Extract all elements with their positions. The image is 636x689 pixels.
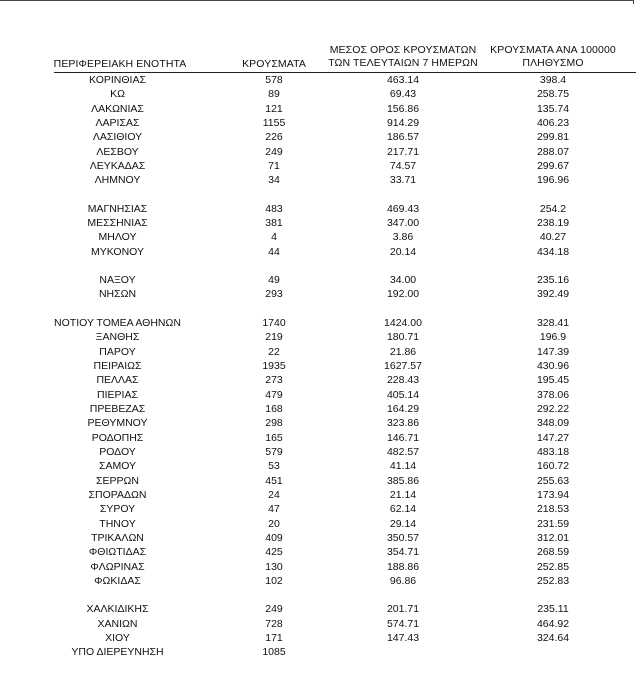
table-row <box>0 130 636 144</box>
region-name-cell: ΣΥΡΟΥ <box>99 503 136 516</box>
cases-per-100000-cell: 173.94 <box>536 488 570 501</box>
cases-cell: 4 <box>271 231 277 244</box>
table-row <box>0 173 636 187</box>
table-row <box>0 102 636 116</box>
cases-per-100000-cell: 430.96 <box>536 359 570 372</box>
region-name-cell: ΠΙΕΡΙΑΣ <box>97 388 138 401</box>
region-name-cell: ΣΕΡΡΩΝ <box>96 474 139 487</box>
cases-cell: 249 <box>265 603 283 616</box>
seven-day-average-cell: 188.86 <box>386 560 420 573</box>
table-row <box>0 116 636 130</box>
cases-cell: 1155 <box>262 117 286 130</box>
cases-cell: 71 <box>268 160 280 173</box>
seven-day-average-cell: 574.71 <box>386 617 420 630</box>
cases-cell: 219 <box>265 331 283 344</box>
table-row <box>0 216 636 230</box>
region-name-cell: ΣΑΜΟΥ <box>98 460 137 473</box>
seven-day-average-cell: 69.43 <box>389 88 417 101</box>
seven-day-average-cell: 74.57 <box>389 160 417 173</box>
cases-per-100000-cell: 378.06 <box>536 388 570 401</box>
cases-per-100000-cell: 483.18 <box>536 445 570 458</box>
cases-cell: 89 <box>268 88 280 101</box>
region-name-cell: ΜΗΛΟΥ <box>98 231 137 244</box>
table-row <box>0 373 636 387</box>
cases-cell: 483 <box>265 202 283 215</box>
region-name-cell: ΡΕΘΥΜΝΟΥ <box>87 417 148 430</box>
cases-per-100000-cell: 195.45 <box>536 374 570 387</box>
table-row <box>0 502 636 516</box>
cases-per-100000-cell: 40.27 <box>539 231 567 244</box>
seven-day-average-cell: 156.86 <box>386 102 420 115</box>
header-cases: ΚΡΟΥΣΜΑΤΑ <box>242 58 306 70</box>
region-name-cell: ΦΛΩΡΙΝΑΣ <box>90 560 145 573</box>
cases-per-100000-cell: 392.49 <box>536 288 570 301</box>
cases-per-100000-cell: 235.11 <box>537 603 569 616</box>
seven-day-average-cell: 354.71 <box>386 546 420 559</box>
region-name-cell: ΛΗΜΝΟΥ <box>94 174 141 187</box>
seven-day-average-cell: 29.14 <box>389 517 417 530</box>
region-name-cell: ΦΩΚΙΔΑΣ <box>94 575 141 587</box>
cases-cell: 293 <box>265 288 283 301</box>
cases-per-100000-cell: 231.59 <box>536 517 570 530</box>
region-name-cell: ΚΩ <box>110 88 125 101</box>
seven-day-average-cell: 180.71 <box>386 331 420 344</box>
table-row <box>0 245 636 259</box>
cases-per-100000-cell: 464.92 <box>536 617 570 630</box>
table-row <box>0 273 636 287</box>
seven-day-average-cell: 482.57 <box>386 445 420 458</box>
table-row <box>0 316 636 330</box>
table-row <box>0 488 636 502</box>
cases-cell: 451 <box>265 474 283 487</box>
cases-per-100000-cell: 312.01 <box>536 531 570 544</box>
cases-per-100000-cell: 299.81 <box>536 131 570 144</box>
cases-per-100000-cell: 252.85 <box>536 560 570 573</box>
table-row <box>0 560 636 574</box>
table-row <box>0 445 636 459</box>
table-row <box>0 431 636 445</box>
seven-day-average-cell: 186.57 <box>386 131 420 144</box>
cases-cell: 579 <box>265 445 283 458</box>
seven-day-average-cell: 146.71 <box>386 431 420 444</box>
seven-day-average-cell: 1424.00 <box>384 316 422 329</box>
header-per-line1: ΚΡΟΥΣΜΑΤΑ ΑΝΑ 100000 <box>490 44 616 56</box>
cases-per-100000-cell: 292.22 <box>536 402 570 415</box>
cases-cell: 44 <box>268 245 280 258</box>
table-row <box>0 230 636 244</box>
cases-cell: 578 <box>265 74 283 86</box>
cases-per-100000-cell: 328.41 <box>536 316 570 329</box>
cases-cell: 273 <box>265 374 283 387</box>
seven-day-average-cell: 21.14 <box>389 488 417 501</box>
cases-per-100000-cell: 235.16 <box>536 274 570 287</box>
region-name-cell: ΜΥΚΟΝΟΥ <box>90 245 144 258</box>
cases-per-100000-cell: 147.39 <box>536 345 570 358</box>
top-border <box>0 0 634 1</box>
cases-cell: 409 <box>265 531 283 544</box>
cases-cell: 121 <box>265 102 283 115</box>
table-row <box>0 474 636 488</box>
region-name-cell: ΠΑΡΟΥ <box>99 345 136 358</box>
seven-day-average-cell: 201.71 <box>386 603 420 616</box>
header-region: ΠΕΡΙΦΕΡΕΙΑΚΗ ΕΝΟΤΗΤΑ <box>53 58 187 70</box>
table-header <box>0 44 636 72</box>
seven-day-average-cell: 347.00 <box>386 217 420 230</box>
table-row <box>0 287 636 301</box>
region-name-cell: ΝΗΣΩΝ <box>98 288 137 301</box>
table-row <box>0 517 636 531</box>
cases-per-100000-cell: 196.96 <box>536 174 570 187</box>
cases-per-100000-cell: 255.63 <box>536 474 570 487</box>
table-row <box>0 159 636 173</box>
region-name-cell: ΠΕΙΡΑΙΩΣ <box>93 359 142 372</box>
region-name-cell: ΛΑΚΩΝΙΑΣ <box>91 102 144 115</box>
seven-day-average-cell: 96.86 <box>389 575 417 587</box>
cases-per-100000-cell: 348.09 <box>536 417 570 430</box>
region-name-cell: ΡΟΔΟΠΗΣ <box>91 431 144 444</box>
table-row <box>0 416 636 430</box>
region-name-cell: ΚΟΡΙΝΘΙΑΣ <box>89 74 146 86</box>
seven-day-average-cell: 21.86 <box>389 345 417 358</box>
seven-day-average-cell: 228.43 <box>386 374 420 387</box>
table-row <box>0 459 636 473</box>
cases-per-100000-cell: 268.59 <box>536 546 570 559</box>
table-row <box>0 145 636 159</box>
cases-cell: 47 <box>268 503 280 516</box>
cases-per-100000-cell: 147.27 <box>536 431 570 444</box>
table-row <box>0 617 636 631</box>
table-row <box>0 602 636 616</box>
table-row <box>0 345 636 359</box>
seven-day-average-cell: 41.14 <box>389 460 417 473</box>
seven-day-average-cell: 20.14 <box>389 245 417 258</box>
cases-cell: 102 <box>265 575 283 587</box>
region-name-cell: ΞΑΝΘΗΣ <box>95 331 140 344</box>
cases-cell: 728 <box>265 617 283 630</box>
cases-per-100000-cell: 398.4 <box>539 74 567 86</box>
table-row <box>0 645 636 659</box>
cases-cell: 22 <box>268 345 280 358</box>
table-body <box>0 73 636 660</box>
cases-cell: 1935 <box>262 359 286 372</box>
region-name-cell: ΛΑΣΙΘΙΟΥ <box>92 131 143 144</box>
region-name-cell: ΡΟΔΟΥ <box>99 445 136 458</box>
cases-per-100000-cell: 299.67 <box>536 160 570 173</box>
cases-cell: 298 <box>265 417 283 430</box>
cases-cell: 1740 <box>262 316 286 329</box>
region-name-cell: ΣΠΟΡΑΔΩΝ <box>88 488 147 501</box>
cases-cell: 53 <box>268 460 280 473</box>
seven-day-average-cell: 147.43 <box>386 632 420 645</box>
cases-per-100000-cell: 288.07 <box>536 145 570 158</box>
table-row <box>0 545 636 559</box>
cases-cell: 226 <box>265 131 283 144</box>
seven-day-average-cell: 350.57 <box>386 531 420 544</box>
region-name-cell: ΧΑΛΚΙΔΙΚΗΣ <box>86 603 149 616</box>
cases-cell: 381 <box>265 217 283 230</box>
seven-day-average-cell: 463.14 <box>386 74 420 86</box>
header-cases-per-100000 <box>478 44 628 70</box>
region-name-cell: ΠΡΕΒΕΖΑΣ <box>89 402 146 415</box>
cases-per-100000-cell: 324.64 <box>536 632 570 645</box>
cases-cell: 479 <box>265 388 283 401</box>
table-row <box>0 330 636 344</box>
region-name-cell: ΦΘΙΩΤΙΔΑΣ <box>88 546 147 559</box>
seven-day-average-cell: 34.00 <box>389 274 417 287</box>
region-name-cell: ΧΑΝΙΩΝ <box>97 617 138 630</box>
cases-per-100000-cell: 434.18 <box>536 245 570 258</box>
cases-cell: 1085 <box>262 646 286 659</box>
region-name-cell: ΜΑΓΝΗΣΙΑΣ <box>87 202 148 215</box>
seven-day-average-cell: 469.43 <box>386 202 420 215</box>
seven-day-average-cell: 3.86 <box>392 231 414 244</box>
cases-per-100000-cell: 160.72 <box>536 460 570 473</box>
seven-day-average-cell: 323.86 <box>386 417 420 430</box>
cases-per-100000-cell: 254.2 <box>539 202 567 215</box>
region-name-cell: ΛΕΣΒΟΥ <box>96 145 139 158</box>
cases-per-100000-cell: 252.83 <box>536 575 570 587</box>
region-name-cell: ΝΟΤΙΟΥ ΤΟΜΕΑ ΑΘΗΝΩΝ <box>54 316 181 329</box>
cases-cell: 171 <box>265 632 283 645</box>
cases-cell: 249 <box>265 145 283 158</box>
table-row <box>0 531 636 545</box>
region-name-cell: ΤΗΝΟΥ <box>99 517 136 530</box>
region-name-cell: ΤΡΙΚΑΛΩΝ <box>91 531 144 544</box>
table-row <box>0 359 636 373</box>
cases-cell: 20 <box>268 517 280 530</box>
region-name-cell: ΥΠΟ ΔΙΕΡΕΥΝΗΣΗ <box>71 646 164 659</box>
seven-day-average-cell: 914.29 <box>386 117 420 130</box>
header-per-line2: ΠΛΗΘΥΣΜΟ <box>522 57 584 69</box>
cases-cell: 34 <box>268 174 280 187</box>
header-avg-line1: ΜΕΣΟΣ ΟΡΟΣ ΚΡΟΥΣΜΑΤΩΝ <box>329 44 477 56</box>
table-row <box>0 574 636 588</box>
cases-per-100000-cell: 406.23 <box>536 117 570 130</box>
cases-per-100000-cell: 196.9 <box>539 331 567 344</box>
cases-cell: 130 <box>265 560 283 573</box>
cases-cell: 24 <box>268 488 280 501</box>
seven-day-average-cell: 405.14 <box>386 388 420 401</box>
header-seven-day-average <box>318 44 488 70</box>
seven-day-average-cell: 385.86 <box>386 474 420 487</box>
seven-day-average-cell: 164.29 <box>386 402 420 415</box>
seven-day-average-cell: 1627.57 <box>384 359 422 372</box>
table-row <box>0 202 636 216</box>
table-row <box>0 388 636 402</box>
table-row <box>0 402 636 416</box>
cases-cell: 425 <box>265 546 283 559</box>
cases-per-100000-cell: 218.53 <box>536 503 570 516</box>
table-row <box>0 631 636 645</box>
seven-day-average-cell: 62.14 <box>389 503 417 516</box>
table-row <box>0 73 636 87</box>
region-name-cell: ΛΑΡΙΣΑΣ <box>95 117 140 130</box>
cases-cell: 49 <box>268 274 280 287</box>
region-name-cell: ΧΙΟΥ <box>105 632 130 645</box>
region-name-cell: ΝΑΞΟΥ <box>99 274 136 287</box>
cases-cell: 165 <box>265 431 283 444</box>
cases-per-100000-cell: 258.75 <box>536 88 570 101</box>
region-name-cell: ΜΕΣΣΗΝΙΑΣ <box>87 217 148 230</box>
cases-per-100000-cell: 135.74 <box>536 102 570 115</box>
header-avg-line2: ΤΩΝ ΤΕΛΕΥΤΑΙΩΝ 7 ΗΜΕΡΩΝ <box>328 57 478 69</box>
region-name-cell: ΠΕΛΛΑΣ <box>96 374 139 387</box>
cases-per-100000-cell: 238.19 <box>536 217 570 230</box>
table-row <box>0 87 636 101</box>
seven-day-average-cell: 33.71 <box>389 174 417 187</box>
seven-day-average-cell: 217.71 <box>386 145 420 158</box>
seven-day-average-cell: 192.00 <box>386 288 420 301</box>
region-name-cell: ΛΕΥΚΑΔΑΣ <box>89 160 146 173</box>
top-border-corner <box>633 0 634 4</box>
cases-cell: 168 <box>265 402 283 415</box>
